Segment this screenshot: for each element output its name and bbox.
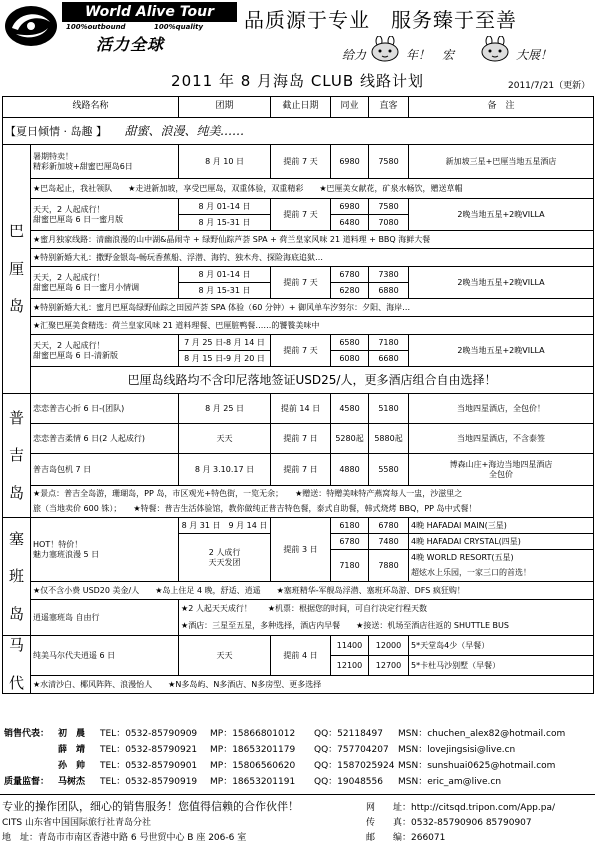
route-name: 普吉岛包机 7 日 xyxy=(31,454,179,486)
note: 全包价 xyxy=(489,469,514,479)
deadline: 提前 14 日 xyxy=(271,394,331,424)
header-trade: 同业 xyxy=(331,97,369,118)
section-title-row xyxy=(3,118,594,145)
deadline: 提前 7 日 xyxy=(271,454,331,486)
trade-price: 4580 xyxy=(331,394,369,424)
note: 5*卡杜马沙别墅（早餐） xyxy=(409,656,594,676)
page-title: 2011 年 8 月海岛 CLUB 线路计划 xyxy=(171,72,424,90)
feature-note: ★水清沙白、椰风阵阵、浪漫怡人 ★N多岛屿、N多酒店、N多房型、更多选择 xyxy=(31,676,594,694)
route-name: 纯美马尔代夫逍遥 6 日 xyxy=(31,636,179,676)
note: 4晚 WORLD RESORT(五星) xyxy=(409,550,594,566)
section-title: 【夏日倾情 · 岛趣 】 xyxy=(5,124,107,138)
feature-note: ★特别新婚大礼：蜜月巴厘岛绿野仙踪之田园芦荟 SPA 体验（60 分钟）+ 御风单车汐努尔：夕阳、海岸… xyxy=(31,299,594,317)
note: 4晚 HAFADAI MAIN(三星) xyxy=(409,518,594,534)
website-link[interactable]: 网 址：http://citsqd.tripon.com/App.pa/ xyxy=(366,803,555,813)
tour-date: 天天 xyxy=(179,424,271,454)
contact-row: 销售代表： 初 晨 TEL：0532-85790909 MP：15866801012 QQ：52118497 MSN：chuchen_alex82@hotmail.com xyxy=(4,729,566,739)
logo-sub2: 100%quality xyxy=(154,23,204,31)
route-name: 恋恋普吉柔情 6 日(2 人起成行) xyxy=(31,424,179,454)
retail-price: 12700 xyxy=(369,656,409,676)
retail-price: 7580 xyxy=(369,199,409,215)
postcode: 邮 编：266071 xyxy=(366,833,446,843)
slogan-2c: 大展！ xyxy=(516,48,553,62)
contact-list xyxy=(4,726,592,790)
trade-price: 6980 xyxy=(331,199,369,215)
retail-price: 6880 xyxy=(369,283,409,299)
route-name: 甜蜜巴厘岛 6 日-清新版 xyxy=(33,350,119,360)
route-name: 恋恋普吉心折 6 日-(团队) xyxy=(31,394,179,424)
header-retail: 直客 xyxy=(369,97,409,118)
contact-row: 薛 靖 TEL：0532-85790921 MP：18653201179 QQ：757704207 MSN：lovejingsisi@live.cn xyxy=(58,745,516,755)
route-name: 天天，2 人起成行！ xyxy=(33,340,105,350)
retail-price: 7580 xyxy=(369,145,409,179)
deadline: 提前 7 日 xyxy=(271,424,331,454)
table-row xyxy=(3,145,594,179)
tagline: 专业的操作团队，细心的销售服务！您值得信赖的合作伙伴！ xyxy=(2,800,299,813)
feature-note: ★特别新婚大礼：撒野金银岛-畅玩香蕉船、浮潜、海钓、独木舟、探险海底追狱… xyxy=(31,249,594,267)
logo-sub1: 100%outbound xyxy=(66,23,126,31)
trade-price: 6480 xyxy=(331,215,369,231)
deadline: 提前 3 日 xyxy=(271,518,331,582)
trade-price: 6180 xyxy=(331,518,369,534)
route-name: 暑期特卖！ xyxy=(33,151,73,161)
trade-price: 6580 xyxy=(331,335,369,351)
update-date: 2011/7/21（更新） xyxy=(508,81,591,91)
trade-price: 7180 xyxy=(331,550,369,582)
note: 新加坡三星+巴厘当地五星酒店 xyxy=(409,145,594,179)
retail-price: 12000 xyxy=(369,636,409,656)
feature-note: ★2 人起天天成行！ ★机票：根据您的时间，可自行决定行程天数 xyxy=(179,600,594,618)
deadline: 提前 7 天 xyxy=(271,335,331,367)
feature-note: ★汇聚巴厘美食精选：荷兰皇家风味 21 道料理餐、巴厘脏鸭餐……的饕餮美味中 xyxy=(31,317,594,335)
tour-date: 8 月 3.10.17 日 xyxy=(179,454,271,486)
retail-price: 7880 xyxy=(369,550,409,582)
feature-note: ★蜜月独家线路：清幽浪漫的山中湖&晶闹寺 + 绿野仙踪芦荟 SPA + 荷兰皇家风味 21 道料理 + BBQ 海鲜大餐 xyxy=(31,231,594,249)
route-name: 天天，2 人起成行！ xyxy=(33,204,105,214)
route-name: 甜蜜巴厘岛 6 日一蜜月版 xyxy=(33,214,124,224)
tour-date: 7 月 25 日-8 月 14 日 xyxy=(179,335,271,351)
rabbit-face-icon-2 xyxy=(478,36,512,62)
route-name: 逍遥塞班岛 自由行 xyxy=(31,600,179,636)
section-subtitle: 甜蜜、浪漫、纯美…… xyxy=(124,123,245,138)
tour-date: 8 月 01-14 日 xyxy=(179,267,271,283)
header-date: 团期 xyxy=(179,97,271,118)
slogan: 品质源于专业 服务臻于至善 xyxy=(244,8,517,32)
rabbit-face-icon xyxy=(368,36,402,62)
trade-price: 11400 xyxy=(331,636,369,656)
route-name: 甜蜜巴厘岛 6 日一蜜月小情调 xyxy=(33,282,140,292)
tour-date: 8 月 01-14 日 xyxy=(179,199,271,215)
note: 超炫水上乐园，一家三口的首选！ xyxy=(409,566,594,582)
trade-price: 12100 xyxy=(331,656,369,676)
retail-price: 5880起 xyxy=(369,424,409,454)
retail-price: 6680 xyxy=(369,351,409,367)
note: 5*天堂岛4少（早餐） xyxy=(409,636,594,656)
trade-price: 6280 xyxy=(331,283,369,299)
deadline: 提前 7 天 xyxy=(271,199,331,231)
company-address: 地 址：青岛市市南区香港中路 6 号世贸中心 B 座 206-6 室 xyxy=(2,833,247,843)
feature-note: ★仅不含小费 USD20 美金/人 ★岛上住足 4 晚，舒适、逍遥 ★塞班精华-军舰岛浮潜、塞班环岛游、DFS 疯狂购！ xyxy=(31,582,594,600)
retail-price: 5580 xyxy=(369,454,409,486)
header-route: 线路名称 xyxy=(3,97,179,118)
retail-price: 5180 xyxy=(369,394,409,424)
contact-row: 质量监督： 马树杰 TEL：0532-85790919 MP：18653201191 QQ：19048556 MSN：eric_am@live.cn xyxy=(4,777,502,787)
logo-english: World Alive Tour xyxy=(62,2,237,22)
deadline: 提前 7 天 xyxy=(271,145,331,179)
retail-price: 7080 xyxy=(369,215,409,231)
region-saipan: 塞 班 岛 xyxy=(3,518,31,636)
contact-row: 孙 帅 TEL：0532-85790901 MP：15806560620 QQ：1587025924 MSN：sunshuai0625@hotmail.com xyxy=(58,761,556,771)
feature-note: ★景点：普吉全岛游，珊瑚岛，PP 岛，市区观光+特色街，一览无余； ★赠送：特赠美味特产燕窝每人一盅，沙滋里之 xyxy=(31,486,594,502)
note: 博森山庄+海边当地四星酒店 xyxy=(449,459,553,469)
company-name: CITS 山东省中国国际旅行社青岛分社 xyxy=(2,818,152,828)
retail-price: 7180 xyxy=(369,335,409,351)
header-deadline: 截止日期 xyxy=(271,97,331,118)
deadline: 提前 4 日 xyxy=(271,636,331,676)
note: 2晚当地五星+2晚VILLA xyxy=(409,267,594,299)
trade-price: 4880 xyxy=(331,454,369,486)
note: 当地四星酒店，不含泰签 xyxy=(409,424,594,454)
trade-price: 6980 xyxy=(331,145,369,179)
table-header-row xyxy=(3,97,594,118)
note: 2晚当地五星+2晚VILLA xyxy=(409,335,594,367)
tour-date: 8 月 25 日 xyxy=(179,394,271,424)
note: 2晚当地五星+2晚VILLA xyxy=(409,199,594,231)
region-maldives: 马 代 xyxy=(3,636,31,694)
note: 当地四星酒店，全包价！ xyxy=(409,394,594,424)
tour-date: 8 月 15-31 日 xyxy=(179,215,271,231)
trade-price: 6780 xyxy=(331,534,369,550)
route-name: 精彩新加坡+甜蜜巴厘岛6日 xyxy=(33,161,133,171)
logo xyxy=(4,2,234,54)
slogan-2a: 给力 xyxy=(342,48,367,62)
route-table xyxy=(2,96,594,694)
tour-date: 8 月 15 日-9 月 20 日 xyxy=(179,351,271,367)
tour-date: 天天发团 xyxy=(208,557,241,567)
footer-divider xyxy=(0,794,595,795)
feature-note: ★巴岛起止，我社领队 ★走进新加坡，享受巴厘岛，双重体验，双重精彩 ★巴厘美女献花，矿泉水畅饮，赠送草帽 xyxy=(31,179,594,199)
retail-price: 7480 xyxy=(369,534,409,550)
feature-note: ★酒店：三星至五星，多种选择，酒店内早餐 ★接送：机场至酒店往返的 SHUTTLE BUS xyxy=(179,618,594,636)
route-name: HOT！特价！ xyxy=(33,539,83,549)
bali-visa-notice: 巴厘岛线路均不含印尼落地签证USD25/人，更多酒店组合自由选择！ xyxy=(31,367,594,394)
note: 4晚 HAFADAI CRYSTAL(四星) xyxy=(409,534,594,550)
trade-price: 6780 xyxy=(331,267,369,283)
region-phuket: 普 吉 岛 xyxy=(3,394,31,518)
feature-note: 旅（当地卖价 600 铢）； ★特餐：普吉生活体验馆，教你做纯正普吉特色餐，泰式自助餐，韩式烧烤 BBQ，PP 岛中式餐！ xyxy=(31,502,594,518)
logo-chinese: 活力全球 xyxy=(96,35,165,54)
route-name: 魅力塞班浪漫 5 日 xyxy=(33,549,100,559)
tour-date: 8 月 31 日 9 月 14 日 xyxy=(179,518,271,534)
swirl-logo-icon xyxy=(4,4,58,48)
slogan-2b: 年！ 宏 xyxy=(406,48,455,62)
trade-price: 5280起 xyxy=(331,424,369,454)
retail-price: 7380 xyxy=(369,267,409,283)
trade-price: 6080 xyxy=(331,351,369,367)
tour-date: 8 月 15-31 日 xyxy=(179,283,271,299)
header-note: 备 注 xyxy=(409,97,594,118)
retail-price: 6780 xyxy=(369,518,409,534)
tour-date: 2 人成行 xyxy=(208,547,241,557)
route-name: 天天，2 人起成行！ xyxy=(33,272,105,282)
deadline: 提前 7 天 xyxy=(271,267,331,299)
tour-date: 8 月 10 日 xyxy=(179,145,271,179)
tour-date: 天天 xyxy=(179,636,271,676)
region-bali: 巴 厘 岛 xyxy=(3,145,31,394)
fax: 传 真：0532-85790906 85790907 xyxy=(366,818,532,828)
